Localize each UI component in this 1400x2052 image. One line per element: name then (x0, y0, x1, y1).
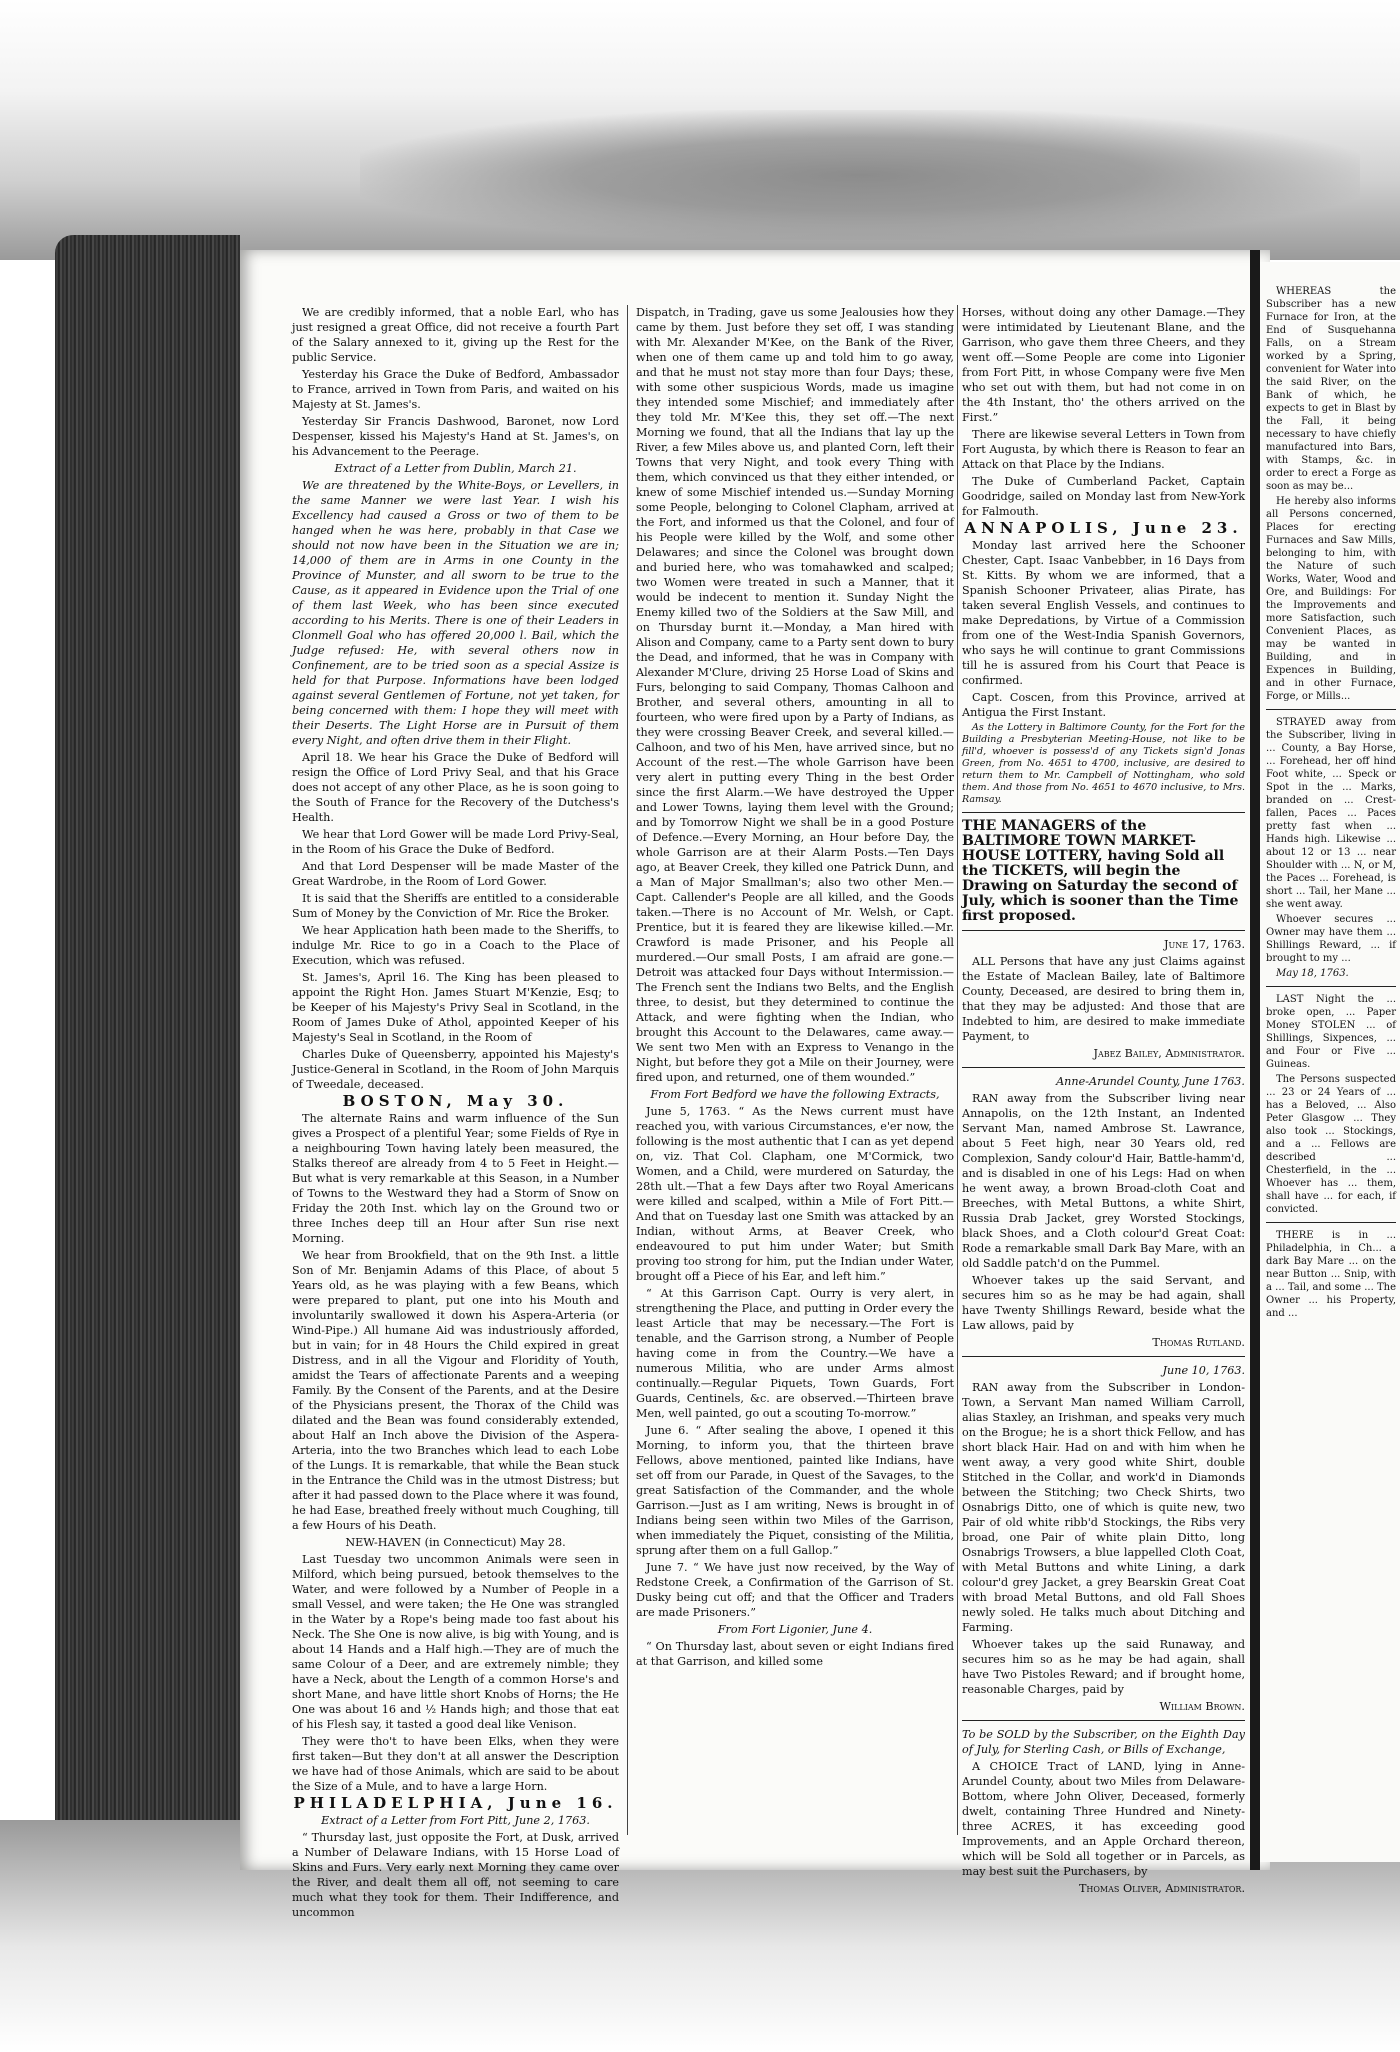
notice-signature: Thomas Rutland. (1152, 1336, 1245, 1349)
news-paragraph: Capt. Coscen, from this Province, arrived at Antigua the First Instant. (962, 691, 1245, 719)
news-paragraph: Monday last arrived here the Schooner Chester, Capt. Isaac Vanbebber, in 16 Days from St. Kitts. By whom we are informed, that a Spanish Schooner Privateer, alias Pirate, has taken several English Vessels, and continues to make Depredations, by Virtue of a Commission from one of the West-India Spanish Governors, who says he will continue to grant Commissions till he is assured from his Court that Peace is confirmed. (962, 539, 1245, 687)
advertisement-stolen: The Persons suspected ... 23 or 24 Years of ... has a Beloved, ... Also Peter Glasgow ... They also took ... Stockings, and a ... Fellows are described ... Chesterfield, in the ... Whoever has ... them, shall have ... for each, if convicted. (1266, 1074, 1396, 1215)
divider (1266, 986, 1396, 987)
sale-heading: To be SOLD by the Subscriber, on the Eighth Day of July, for Sterling Cash, or Bills of Exchange, (962, 1728, 1245, 1756)
advertisement-bailey: ALL Persons that have any just Claims against the Estate of Maclean Bailey, late of Baltimore County, Deceased, are desired to bring them in, that they may be adjusted: And those that are Indebted to him, are desired to make immediate Payment, to (962, 955, 1245, 1043)
dateline-philadelphia: PHILADELPHIA, June 16. (293, 1794, 618, 1812)
divider (962, 1356, 1245, 1357)
lottery-note: As the Lottery in Baltimore County, for the Fort for the Building a Presbyterian Meeting-House, not like to be fill'd, whoever is possess'd of any Tickets sign'd Jonas Green, from No. 4651 to 4700, inclusive, are desired to return them to Mr. Campbell of Nottingham, who sold them. And those from No. 4651 to 4670 inclusive, to Mrs. Ramsay. (962, 722, 1245, 805)
letter-heading: From Fort Bedford we have the following Extracts, (650, 1088, 940, 1101)
news-paragraph: Yesterday his Grace the Duke of Bedford, Ambassador to France, arrived in Town from Paris, and waited on his Majesty at St. James's. (292, 368, 619, 411)
letter-body: We are threatened by the White-Boys, or Levellers, in the same Manner we were last Year. I wish his Excellency had caused a Gross or two of them to be hanged when he was here, probably in that Case we should not now have been in the Situation we are in; 14,000 of them are in Arms in one County in the Province of Munster, and all sworn to be true to the Cause, as it appeared in Evidence upon the Trial of one of them last Week, who has been since executed according to his Merits. There is one of their Leaders in Clonmell Goal who has offered 20,000 l. Bail, which the Judge refused: He, with several others now in Confinement, are to be tried soon as a special Assize is held for that Purpose. Informations have been lodged against several Gentlemen of Fortune, not yet taken, for being concerned with them: I hope they will meet with their Deserts. The Light Horse are in Pursuit of them every Night, and often drive them in their Flight. (292, 479, 619, 747)
notice-date: May 18, 1763. (1276, 968, 1349, 979)
news-paragraph: We hear Application hath been made to the Sheriffs, to indulge Mr. Rice to go in a Coach to the Place of Execution, which was refused. (292, 924, 619, 967)
advertisement-land-sale: A CHOICE Tract of LAND, lying in Anne-Arundel County, about two Miles from Delaware-Bottom, where John Oliver, Deceased, formerly dwelt, containing Three Hundred and Ninety-three ACRES, it has exceeding good Improvements, and an Apple Orchard thereon, which will be Sold all together or in Parcels, as may best suit the Purchasers, by (962, 1760, 1245, 1878)
advertisement-taken-up: THERE is in ... Philadelphia, in Ch... a dark Bay Mare ... on the near Button ... Snip, with a ... Tail, and some ... The Owner ... his Property, and ... (1266, 1230, 1396, 1319)
dateline-annapolis: ANNAPOLIS, June 23. (964, 519, 1243, 537)
notice-signature: Jabez Bailey, Administrator. (1093, 1047, 1245, 1060)
news-paragraph: They were tho't to have been Elks, when they were first taken—But they don't at all answer the Description we have had of those Animals, which are said to be about the Size of a Mule, and to have a large Horn. (292, 1735, 619, 1793)
news-paragraph: June 5, 1763. “ As the News current must have reached you, with various Circumstances, e'er now, the following is the most authentic that I can as yet depend on, viz. That Col. Clapham, one M'Cormick, two Women, and a Child, were murdered on Saturday, the 28th ult.—That a few Days after two Royal Americans were killed and scalped, within a Mile of Fort Pitt.—And that on Tuesday last one Smith was attacked by an Indian, without Arms, at Beaver Creek, who endeavoured to put him under Water; but Smith proving too strong for him, put the Indian under Water, brought off a Piece of his Ear, and left him.” (636, 1105, 954, 1283)
news-paragraph: “ On Thursday last, about seven or eight Indians fired at that Garrison, and killed some (636, 1640, 954, 1668)
advertisement-reward: Whoever takes up the said Runaway, and secures him so as he may be had again, shall have Two Pistoles Reward; and if brought home, reasonable Charges, paid by (962, 1638, 1245, 1696)
notice-signature: William Brown. (1159, 1700, 1245, 1713)
divider (962, 1067, 1245, 1068)
advertisement-stolen: LAST Night the ... broke open, ... Paper Money STOLEN ... of Shillings, Sixpences, ... and Four or Five ... Guineas. (1266, 994, 1396, 1070)
notice-date: June 10, 1763. (1162, 1364, 1245, 1377)
dateline-boston: BOSTON, May 30. (342, 1092, 569, 1110)
news-paragraph: Last Tuesday two uncommon Animals were seen in Milford, which being pursued, betook themselves to the Water, and were followed by a Number of People in a small Vessel, and were taken; the He One was strangled in the Water by a Rope's being made too fast about his Neck. The She One is now alive, is big with Young, and is about 14 Hands and a Half high.—They are of much the same Colour of a Deer, and are extremely nimble; they have a Neck, about the Length of a common Horse's and short Mane, and have little short Knobs of Horns; the He One was about 16 and ½ Hands high; and those that eat of his Flesh say, it tasted a good deal like Venison. (292, 1553, 619, 1731)
news-paragraph: There are likewise several Letters in Town from Fort Augusta, by which there is Reason to fear an Attack on that Place by the Indians. (962, 428, 1245, 471)
page-gutter (1250, 250, 1260, 1870)
news-paragraph: It is said that the Sheriffs are entitled to a considerable Sum of Money by the Conviction of Mr. Rice the Broker. (292, 892, 619, 920)
news-paragraph: We are credibly informed, that a noble Earl, who has just resigned a great Office, did not receive a fourth Part of the Salary annexed to it, giving up the Rest for the public Service. (292, 306, 619, 364)
notice-signature: Thomas Oliver, Administrator. (1078, 1882, 1245, 1895)
notice-date: June 17, 1763. (1164, 938, 1245, 951)
divider (962, 930, 1245, 931)
letter-heading: Extract of a Letter from Dublin, March 21. (334, 462, 577, 475)
divider (962, 1720, 1245, 1721)
news-paragraph: We hear from Brookfield, that on the 9th Inst. a little Son of Mr. Benjamin Adams of this Place, of about 5 Years old, as he was playing with a few Beans, which were prepared to plant, put one into his Mouth and involuntarily swallowed it down his Aspera-Arteria (or Wind-Pipe.) All humane Aid was industriously afforded, but in vain; for in 48 Hours the Child expired in great Distress, and in all the Vigour and Floridity of Youth, amidst the Tears of affectionate Parents and a weeping Family. By the Consent of the Parents, and at the Desire of the Physicians present, the Thorax of the Child was dilated and the Bean was found considerably extended, about Half an Inch above the Division of the Aspera-Arteria, into the two Branches which lead to each Lobe of the Lungs. It is remarkable, that while the Bean stuck in the Entrance the Child was in the utmost Distress; but after it had passed down to the Place where it was found, he had Ease, breathed freely without much Coughing, till a few Hours of his Death. (292, 1249, 619, 1532)
advertisement-managers: THE MANAGERS of the BALTIMORE TOWN MARKET-HOUSE LOTTERY, having Sold all the TICKETS, will begin the Drawing on Saturday the second of July, which is sooner than the Time first proposed. (962, 818, 1239, 924)
news-paragraph: April 18. We hear his Grace the Duke of Bedford will resign the Office of Lord Privy Seal, and that his Grace does not accept of any other Place, as he is soon going to the South of France for the Recovery of the Dutchess's Health. (292, 751, 619, 824)
letter-heading: From Fort Ligonier, June 4. (717, 1623, 873, 1636)
column-rule (957, 305, 958, 1835)
advertisement-furnace: WHEREAS the Subscriber has a new Furnace for Iron, at the End of Susquehanna Falls, on a Stream worked by a Spring, convenient for Water into the said River, on the Bank of which, he expects to get in Blast by the Fall, it being necessary to have chiefly manufactured into Bars, with Stamps, &c. in order to erect a Forge as soon as may be... (1266, 286, 1396, 492)
scan-shadow (360, 110, 1360, 240)
book-page-edges (55, 235, 240, 1875)
news-paragraph: Horses, without doing any other Damage.—They were intimidated by Lieutenant Blane, and the Garrison, who gave them three Cheers, and they went off.—Some People are come into Ligonier from Fort Pitt, in whose Company were five Men who set out with them, but had not come in on the 4th Instant, tho' the others arrived on the First.” (962, 306, 1245, 424)
notice-date: Anne-Arundel County, June 1763. (1056, 1075, 1245, 1088)
news-paragraph: And that Lord Despenser will be made Master of the Great Wardrobe, in the Room of Lord Gower. (292, 860, 619, 888)
column-1 (292, 305, 619, 1919)
divider (1266, 709, 1396, 710)
advertisement-reward: Whoever secures ... Owner may have them ... Shillings Reward, ... if brought to my ... (1266, 914, 1396, 964)
news-paragraph: June 6. “ After sealing the above, I opened it this Morning, to inform you, that the thirteen brave Fellows, above mentioned, painted like Indians, have set off from our Parade, in Quest of the Savages, to the great Satisfaction of the Commander, and the whole Garrison.—Just as I am writing, News is brought in of Indians being seen within two Miles of the Garrison, when immediately the Piquet, consisting of the Militia, sprung after them on a full Gallop.” (636, 1424, 954, 1557)
advertisement-runaway: RAN away from the Subscriber in London-Town, a Servant Man named William Carroll, alias Staxley, an Irishman, and speaks very much on the Brogue; he is a short thick Fellow, and has short black Hair. Had on and with him when he went away, a very good white Shirt, double Stitched in the Collar, and work'd in Diamonds between the Stitching; two Check Shirts, two Osnabrigs Ditto, one of which is quite new, two Pair of old white ribb'd Stockings, the Ribs very broad, one Pair of white plain Ditto, long Osnabrigs Trowsers, a blue lappelled Cloth Coat, with Metal Buttons and white Lining, a dark colour'd grey Jacket, a grey Bearskin Great Coat with broad Metal Buttons, and old Fall Shoes newly soled. He talks much about Ditching and Farming. (962, 1381, 1245, 1634)
news-paragraph: Yesterday Sir Francis Dashwood, Baronet, now Lord Despenser, kissed his Majesty's Hand at St. James's, on his Advancement to the Peerage. (292, 415, 619, 458)
news-paragraph: Charles Duke of Queensberry, appointed his Majesty's Justice-General in Scotland, in the Room of John Marquis of Tweedale, deceased. (292, 1048, 619, 1091)
news-paragraph: Dispatch, in Trading, gave us some Jealousies how they came by them. Just before they set off, I was standing with Mr. Alexander M'Kee, on the Bank of the River, when one of them came up and told him to go away, and that he must not stay more than four Days; these, with some other suspicious Words, made us imagine they intended some Mischief; and immediately after they told Mr. M'Kee this, they set off.—The next Morning we found, that all the Indians that lay up the River, a few Miles above us, and planted Corn, left their Towns that very Night, and took every Thing with them, which convinced us that they either intended, or knew of some Mischief intended us.—Sunday Morning some People, belonging to Colonel Clapham, arrived at the Fort, and informed us that the Colonel, and four of his People were killed by the Wolf, and some other Delawares; and since the Colonel was brought down and buried here, who was tomahawked and scalped; two Women were treated in such a Manner, that it would be indecent to mention it. Sunday Night the Enemy killed two of the Soldiers at the Saw Mill, and on Thursday burnt it.—Monday, a Man hired with Alison and Company, came to a Party sent down to bury the Dead, and informed, that he was in Company with Alexander M'Clure, driving 25 Horse Load of Skins and Furs, belonging to said Company, Thomas Calhoon and Brother, and several others, amounting in all to fourteen, who were fired upon by a Party of Indians, as they were crossing Beaver Creek, and several killed.—Calhoon, and two of his Men, have arrived since, but no Account of the rest.—The whole Garrison have been very alert in putting every Thing in the best Order since the first Alarm.—We have destroyed the Upper and Lower Towns, laying them level with the Ground; and by Tomorrow Night we shall be in a good Posture of Defence.—Every Morning, an Hour before Day, the whole Garrison are at their Alarm Posts.—Ten Days ago, at Beaver Creek, they killed one Patrick Dunn, and a Man of Major Smallman's; also two other Men.—Capt. Callender's People are all killed, and the Goods taken.—There is no Account of Mr. Welsh, or Capt. Prentice, but it is feared they are likewise killed.—Mr. Crawford is made Prisoner, and his People all murdered.—Our small Posts, I am afraid are gone.—Detroit was attacked four Days without Intermission.—The French sent the Indians two Belts, and the English three, to desist, but they determined to continue the Attack, and were fighting when the Indian, who brought this Account to the Delawares, came away.—We sent two Men with an Express to Venango in the Night, but before they got a Mile on their Journey, were fired upon, and returned, one of them wounded.” (636, 306, 954, 1084)
column-4-partial (1266, 285, 1396, 1845)
divider (962, 812, 1245, 813)
news-paragraph: The Duke of Cumberland Packet, Captain Goodridge, sailed on Monday last from New-York for Falmouth. (962, 475, 1245, 518)
divider (1266, 1222, 1396, 1223)
news-paragraph: St. James's, April 16. The King has been pleased to appoint the Right Hon. James Stuart M'Kenzie, Esq; to be Keeper of his Majesty's Privy Seal in Scotland, in the Room of James Duke of Athol, appointed Keeper of his Majesty's Seal in Scotland, in the Room of (292, 971, 619, 1044)
advertisement-runaway: RAN away from the Subscriber living near Annapolis, on the 12th Instant, an Indented Servant Man, named Ambrose St. Lawrance, about 5 Feet high, near 30 Years old, red Complexion, Sandy colour'd Hair, Battle-hamm'd, and is disabled in one of his Legs: Had on when he went away, a brown Broad-cloth Coat and Breeches, with Metal Buttons, a white Shirt, Russia Drab Jacket, grey Worsted Stockings, black Shoes, and a Cloth colour'd Great Coat: Rode a remarkable small Dark Bay Mare, with an old Saddle patch'd on the Pummel. (962, 1092, 1245, 1270)
dateline-new-haven: NEW-HAVEN (in Connecticut) May 28. (345, 1536, 566, 1549)
column-rule (627, 305, 628, 1835)
news-paragraph: “ At this Garrison Capt. Ourry is very alert, in strengthening the Place, and putting in Order every the least Article that may be necessary.—The Fort is tenable, and the Garrison strong, a Number of People having come in from the Country.—We have a numerous Militia, who are under Arms almost continually.—Regular Piquets, Town Guards, Fort Guards, Centinels, &c. are observed.—Thirteen brave Men, well painted, go out a scouting To-morrow.” (636, 1287, 954, 1420)
letter-heading: Extract of a Letter from Fort Pitt, June 2, 1763. (321, 1814, 590, 1827)
advertisement-furnace: He hereby also informs all Persons concerned, Places for erecting Furnaces and Saw Mills, belonging to him, with the Nature of such Works, Water, Wood and Ore, and Buildings: For the Improvements and more Satisfaction, such Convenient Places, as may be wanted in Building, and in Expences in Building, and in other Furnace, Forge, or Mills... (1266, 496, 1396, 702)
news-paragraph: The alternate Rains and warm influence of the Sun gives a Prospect of a plentiful Year; some Fields of Rye in a neighbouring Town having lately been measured, the Stalks thereof are already from 4 to 5 Feet in Height.—But what is very remarkable at this Season, in a Number of Towns to the Westward they had a Storm of Snow on Friday the 20th Inst. which lay on the Ground two or three Inches deep till an Hour after Sun rise next Morning. (292, 1112, 619, 1245)
news-paragraph: We hear that Lord Gower will be made Lord Privy-Seal, in the Room of his Grace the Duke of Bedford. (292, 828, 619, 856)
advertisement-reward: Whoever takes up the said Servant, and secures him so as he may be had again, shall have Twenty Shillings Reward, beside what the Law allows, paid by (962, 1274, 1245, 1332)
column-2 (636, 305, 954, 1845)
advertisement-strayed: STRAYED away from the Subscriber, living in ... County, a Bay Horse, ... Forehead, her off hind Foot white, ... Speck or Spot in the ... Marks, branded on ... Crest-fallen, Paces ... Paces pretty fast when ... Hands high. Likewise ... about 12 or 13 ... near Shoulder with ... N, or M, the Paces ... Forehead, is short ... Tail, her Mane ... she went away. (1266, 717, 1396, 910)
news-paragraph: June 7. “ We have just now received, by the Way of Redstone Creek, a Confirmation of the Garrison of St. Dusky being cut off; and that the Officer and Traders are made Prisoners.” (636, 1561, 954, 1619)
news-paragraph: “ Thursday last, just opposite the Fort, at Dusk, arrived a Number of Delaware Indians, with 15 Horse Load of Skins and Furs. Very early next Morning they came over the River, and dealt them all off, not seeming to care much what they took for them. Their Indifference, and uncommon (292, 1831, 619, 1919)
column-3 (962, 305, 1245, 1895)
